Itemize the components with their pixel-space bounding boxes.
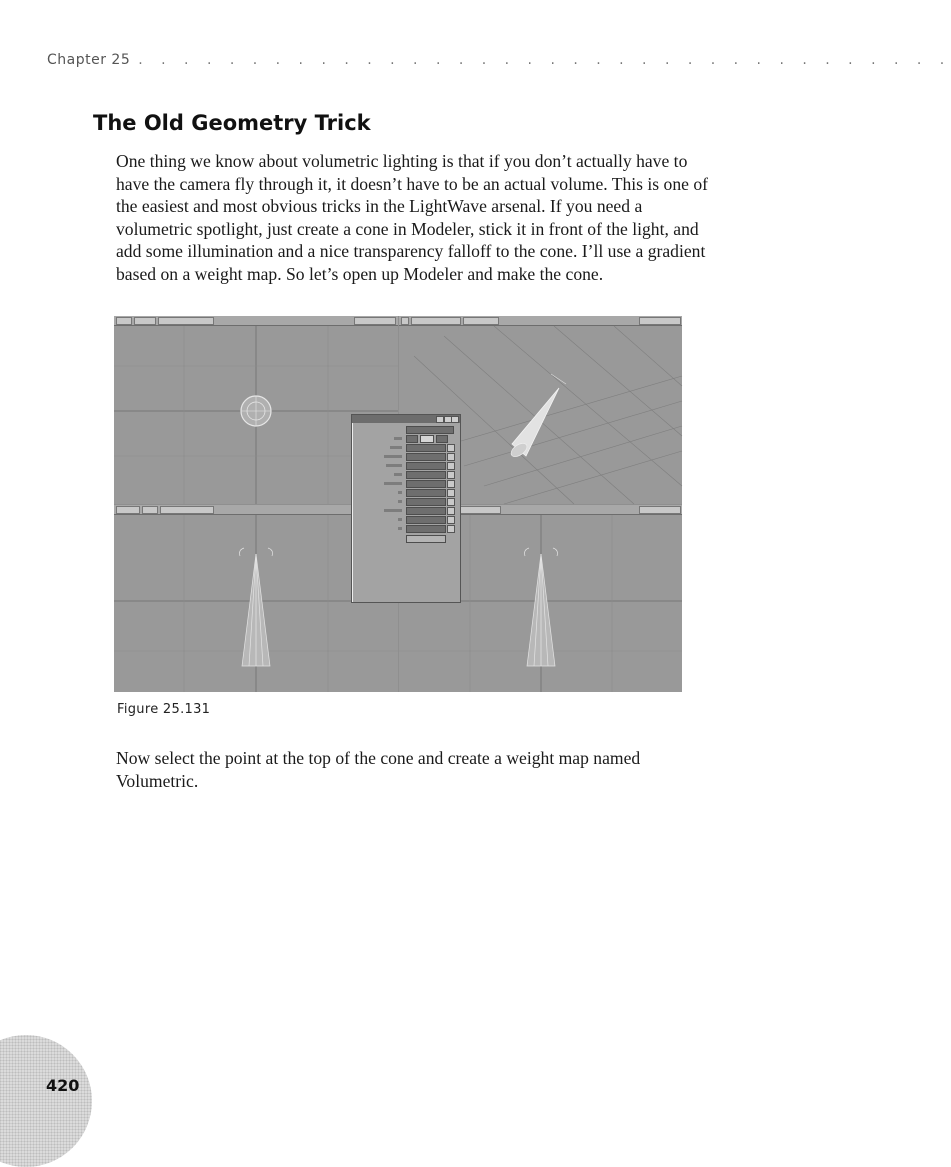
chapter-label: Chapter 25 xyxy=(47,52,131,68)
section-title: The Old Geometry Trick xyxy=(93,111,371,135)
figure-screenshot xyxy=(114,316,682,692)
numeric-panel-dialog xyxy=(351,414,461,603)
dialog-titlebar xyxy=(352,415,460,423)
leader-dots: . . . . . . . . . . . . . . . . . . . . . . . . . . . . . . . . . . . . xyxy=(138,52,951,68)
body-paragraph-1: One thing we know about volumetric lighting is that if you don’t actually have to have the camera fly through it, it doesn’t have to be an actual volume. This is one of the easiest and most obvious tricks in the LightWave arsenal. If you need a volumetric spotlight, just create a cone in Modeler, stick it in front of the light, and add some illumination and a nice transparency falloff to the cone. I’ll use a gradient based on a weight map. So let’s open up Modeler and make the cone. xyxy=(116,151,708,284)
running-head xyxy=(47,52,951,72)
page-corner-tint xyxy=(0,1035,92,1167)
figure-caption: Figure 25.131 xyxy=(117,702,211,717)
page-number: 420 xyxy=(46,1076,80,1095)
body-paragraph-2: Now select the point at the top of the cone and create a weight map named Volumetric. xyxy=(116,748,641,791)
